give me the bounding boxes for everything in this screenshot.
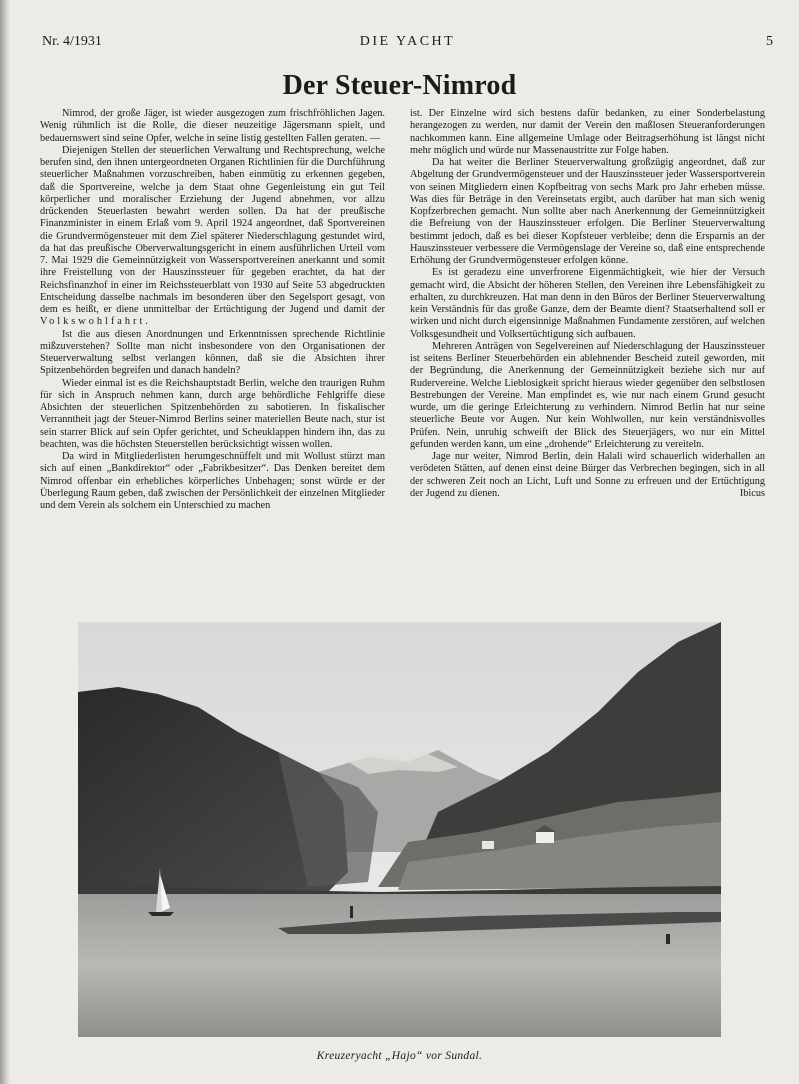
photo-illustration [78, 622, 721, 1037]
paragraph: Da wird in Mitgliederlisten herumgeschnüffelt und mit Wollust stürzt man sich auf einen „Bankdirektor“ oder „Fabrikbesitzer“. Das Denken bereitet dem Nimrod offenbar ein erhebliches körperliches Unbehagen; sonst würde er der Überlegung Raum geben, daß zwischen der Persönlichkeit der einzelnen Mitglieder und dem Verein als solchem ein Unterschied zu machen [40, 451, 385, 511]
farmhouse [536, 832, 554, 843]
article-title: Der Steuer-Nimrod [282, 70, 517, 101]
issue-number: Nr. 4/1931 [42, 34, 102, 49]
photo-caption: Kreuzeryacht „Hajo“ vor Sundal. [316, 1050, 483, 1062]
paragraph [40, 145, 385, 329]
journal-name: DIE YACHT [359, 34, 456, 49]
buoy [666, 934, 670, 944]
post [350, 906, 353, 918]
yacht-hull [148, 912, 174, 916]
author-signature: Ibicus [739, 487, 765, 499]
paragraph: Es ist geradezu eine unverfrorene Eigenmächtigkeit, wie hier der Versuch gemacht wird, die Absicht der höheren Stellen, den Vereinen ihre Lebensfähigkeit zu erhalten, zu durchkreuzen. Hat man denn in den Büros der Berliner Steuerverwaltung kein Verständnis für das große Ganze, dem der Beamte dient? Staatserhaltend soll er wirken und nicht durch eigensinnige Maßnahmen Fundamente zerstören, auf welchen Volksgesundheit und Volksertüchtigung sich aufbauen. [410, 267, 765, 340]
running-head [42, 34, 773, 52]
article-column-left [40, 108, 385, 512]
paragraph: Ist die aus diesen Anordnungen und Erkenntnissen sprechende Richtlinie mißzuverstehen? Sollte man nicht insbesondere von den Organisationen der Steuerverwaltung selbst verlangen können, daß sie die Absichten ihrer Spitzenbehörden begreifen und danach handeln? [40, 328, 385, 377]
emphasized-word: Volkswohlfahrt. [40, 316, 151, 328]
page-number: 5 [766, 34, 773, 49]
paragraph: Nimrod, der große Jäger, ist wieder ausgezogen zum frischfröhlichen Jagen. Wenig rühmlich ist die Rolle, die dieser neuzeitige Jägersmann spielt, und bedauernswert sind seine Opfer, welche in seine listig gestellten Fallen geraten. — [40, 108, 385, 144]
barn [482, 841, 494, 849]
paragraph: ist. Der Einzelne wird sich bestens dafür bedanken, zu einer Sonderbelastung herangezogen zu werden, nur damit der Verein den maßlosen Steueranforderungen nachkommen kann. Eine allgemeine Umlage oder Beitragserhöhung ist längst nicht mehr möglich und würde nur Massenaustritte zur Folge haben. [410, 108, 765, 156]
page-binding-edge [0, 0, 10, 1084]
paragraph: Da hat weiter die Berliner Steuerverwaltung großzügig angeordnet, daß zur Abgeltung der Grundvermögensteuer und der Hauszinssteuer jeder Wassersportverein von seinen Mitgliedern einen Kopfbeitrag von sechs Mark pro Jahr erheben müsse. Was dies für Beträge in den Vereinsetats ergibt, auch darüber hat man sich wenig Kopfzerbrechen gemacht. Nun sollte aber nach Anerkennung der Gemeinnützigkeit die Befreiung von der Hauszinssteuer erfolgen. Die Berliner Steuerverwaltung bestimmt jedoch, daß es bei dieser Kopfsteuer verbleibe; denn die Ersparnis an der Hauszinssteuer verbessere die Vermögenslage der Vereine so, daß eine entsprechende Erhöhung der Grundvermögensteuer erfolgen könne. [410, 157, 765, 266]
article-column-right [410, 108, 765, 500]
photograph-fjord-yacht [78, 622, 721, 1037]
paragraph: Mehreren Anträgen von Segelvereinen auf Niederschlagung der Hauszinssteuer ist seitens Berliner Steuerbehörden ein ablehnender Bescheid zuteil geworden, mit der Begründung, die Anerkennung der Gemeinnützigkeit beziehe sich nur auf Rudervereine. Welche Lieblosigkeit spricht hieraus wieder gegenüber den selbstlosen Bestrebungen der Vereine. Man empfindet es, wie nur nach einem Grund gesucht wurde, um die geringe Erleichterung zu verhindern. Nimrod Berlin hat nur seine steuerliche Beute vor Augen. Nur kein Wohlwollen, nur kein verständnisvolles Prüfen. Nein, unruhig schweift der Blick des Steuerjägers, wo nur ein Mittel gefunden werden kann, um eine „drohende“ Erleichterung zu vereiteln. [410, 340, 765, 450]
paragraph-text: Diejenigen Stellen der steuerlichen Verwaltung und Rechtsprechung, welche berufen sind, den ihnen untergeordneten Organen Richtlinien für die Durchführung steuerlicher Maßnahmen vorzuschreiben, haben einmütig zu erkennen gegeben, daß die Sportvereine, welche ja dem Staat ohne Gegenleistung ein gut Teil körperlicher und moralischer Erziehung der Jugend abnehmen, vor allzu drückenden Steuerlasten bewahrt werden sollen. Da hat der preußische Finanzminister in einem Erlaß vom 9. April 1924 angeordnet, daß Sportvereinen die Grundvermögensteuer mit dem Ziel späterer Niederschlagung gestundet wird, da hat das preußische Oberverwaltungsgericht in einem ausführlichen Urteil vom 7. Mai 1929 die Gemeinnützigkeit von Wassersportvereinen anerkannt und somit ihre Freistellung von der Hauszinssteuer für gegeben erachtet, da hat der Reichsfinanzhof in einer im Reichssteuerblatt von 1930 auf Seite 53 abgedruckten Entscheidung dasselbe nachmals im besonderen über den Segelsport gesagt, von dem es heißt, er diene unmittelbar der Ertüchtigung der Jugend und damit der [40, 144, 385, 315]
paragraph-text: Jage nur weiter, Nimrod Berlin, dein Halali wird schauerlich widerhallen an verödeten Stätten, auf denen einst deine Bürger das Verbrechen begingen, sich in all der schweren Zeit noch an Licht, Luft und Sonne zu erfreuen und der Ertüchtigung der Jugend zu dienen. [410, 451, 765, 499]
paragraph: Wieder einmal ist es die Reichshauptstadt Berlin, welche den traurigen Ruhm für sich in Anspruch nehmen kann, durch arge behördliche Fehlgriffe diese Absichten der steuerlichen Spitzenbehörden zu sabotieren. In fiskalischer Verranntheit jagt der Steuer-Nimrod Berlins seiner materiellen Beute nach, stur ist sein starrer Blick auf sein Opfer gerichtet, und Scheuklappen hindern ihn, das zu beachten, was die höchsten Steuerstellen berücksichtigt wissen wollen. [40, 377, 385, 450]
paragraph [410, 451, 765, 500]
